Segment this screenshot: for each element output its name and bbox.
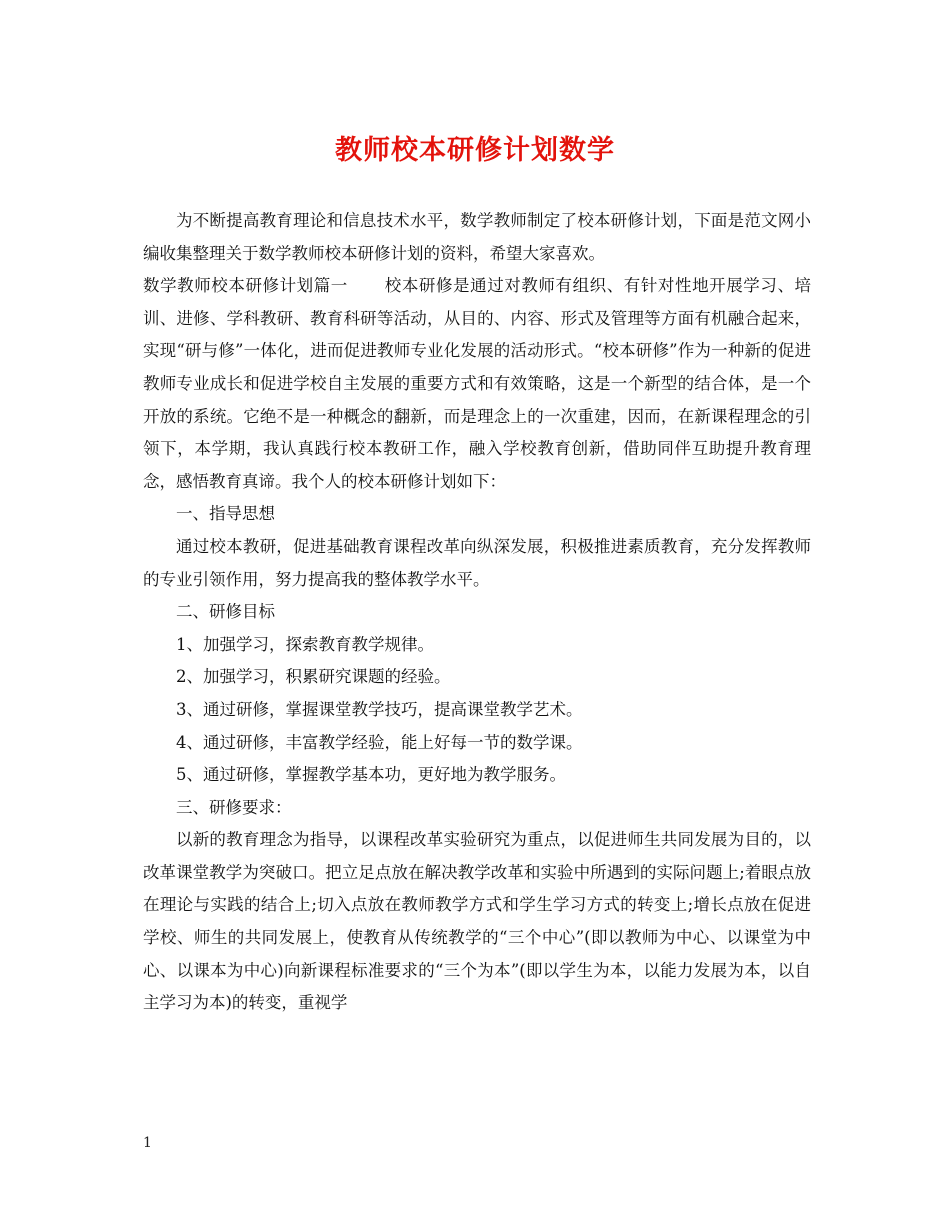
heading-study-requirements: 三、研修要求： xyxy=(176,797,292,817)
goal-item: 4、通过研修，丰富教学经验，能上好每一节的数学课。 xyxy=(176,732,583,752)
section-label: 数学教师校本研修计划篇一 xyxy=(143,276,348,296)
page-number: 1 xyxy=(143,1135,152,1151)
para-guiding-ideology: 通过校本教研，促进基础教育课程改革向纵深发展，积极推进素质教育，充分发挥教师的专业引领作用，努力提高我的整体教学水平。 xyxy=(143,536,811,589)
document-title: 教师校本研修计划数学 xyxy=(335,135,615,166)
heading-guiding-ideology: 一、指导思想 xyxy=(176,504,275,524)
goal-item: 3、通过研修，掌握课堂教学技巧，提高课堂教学艺术。 xyxy=(176,699,583,719)
document-body xyxy=(143,205,811,1020)
para-study-requirements: 以新的教育理念为指导，以课程改革实验研究为重点，以促进师生共同发展为目的，以改革课堂教学为突破口。把立足点放在解决教学改革和实验中所遇到的实际问题上;着眼点放在理论与实践的结合上;切入点放在教师教学方式和学生学习方式的转变上;增长点放在促进学校、师生的共同发展上，使教育从传统教学的“三个中心”(即以教师为中心、以课堂为中心、以课本为中心)向新课程标准要求的“三个为本”(即以学生为本，以能力发展为本，以自主学习为本)的转变，重视学 xyxy=(143,830,811,1013)
goal-item: 5、通过研修，掌握教学基本功，更好地为教学服务。 xyxy=(176,765,566,785)
goal-item: 1、加强学习，探索教育教学规律。 xyxy=(176,634,434,654)
intro-paragraph: 为不断提高教育理论和信息技术水平，数学教师制定了校本研修计划，下面是范文网小编收集整理关于数学教师校本研修计划的资料，希望大家喜欢。 xyxy=(143,211,811,263)
section-paragraph xyxy=(143,270,811,498)
heading-study-goals: 二、研修目标 xyxy=(176,602,275,622)
para1-text: 校本研修是通过对教师有组织、有针对性地开展学习、培训、进修、学科教研、教育科研等活动，从目的、内容、形式及管理等方面有机融合起来，实现“研与修”一体化，进而促进教师专业化发展的活动形式。“校本研修”作为一种新的促进教师专业成长和促进学校自主发展的重要方式和有效策略，这是一个新型的结合体，是一个开放的系统。它绝不是一种概念的翻新，而是理念上的一次重建，因而，在新课程理念的引领下，本学期，我认真践行校本教研工作，融入学校教育创新，借助同伴互助提升教育理念，感悟教育真谛。我个人的校本研修计划如下： xyxy=(143,276,812,491)
goal-item: 2、加强学习，积累研究课题的经验。 xyxy=(176,667,451,687)
